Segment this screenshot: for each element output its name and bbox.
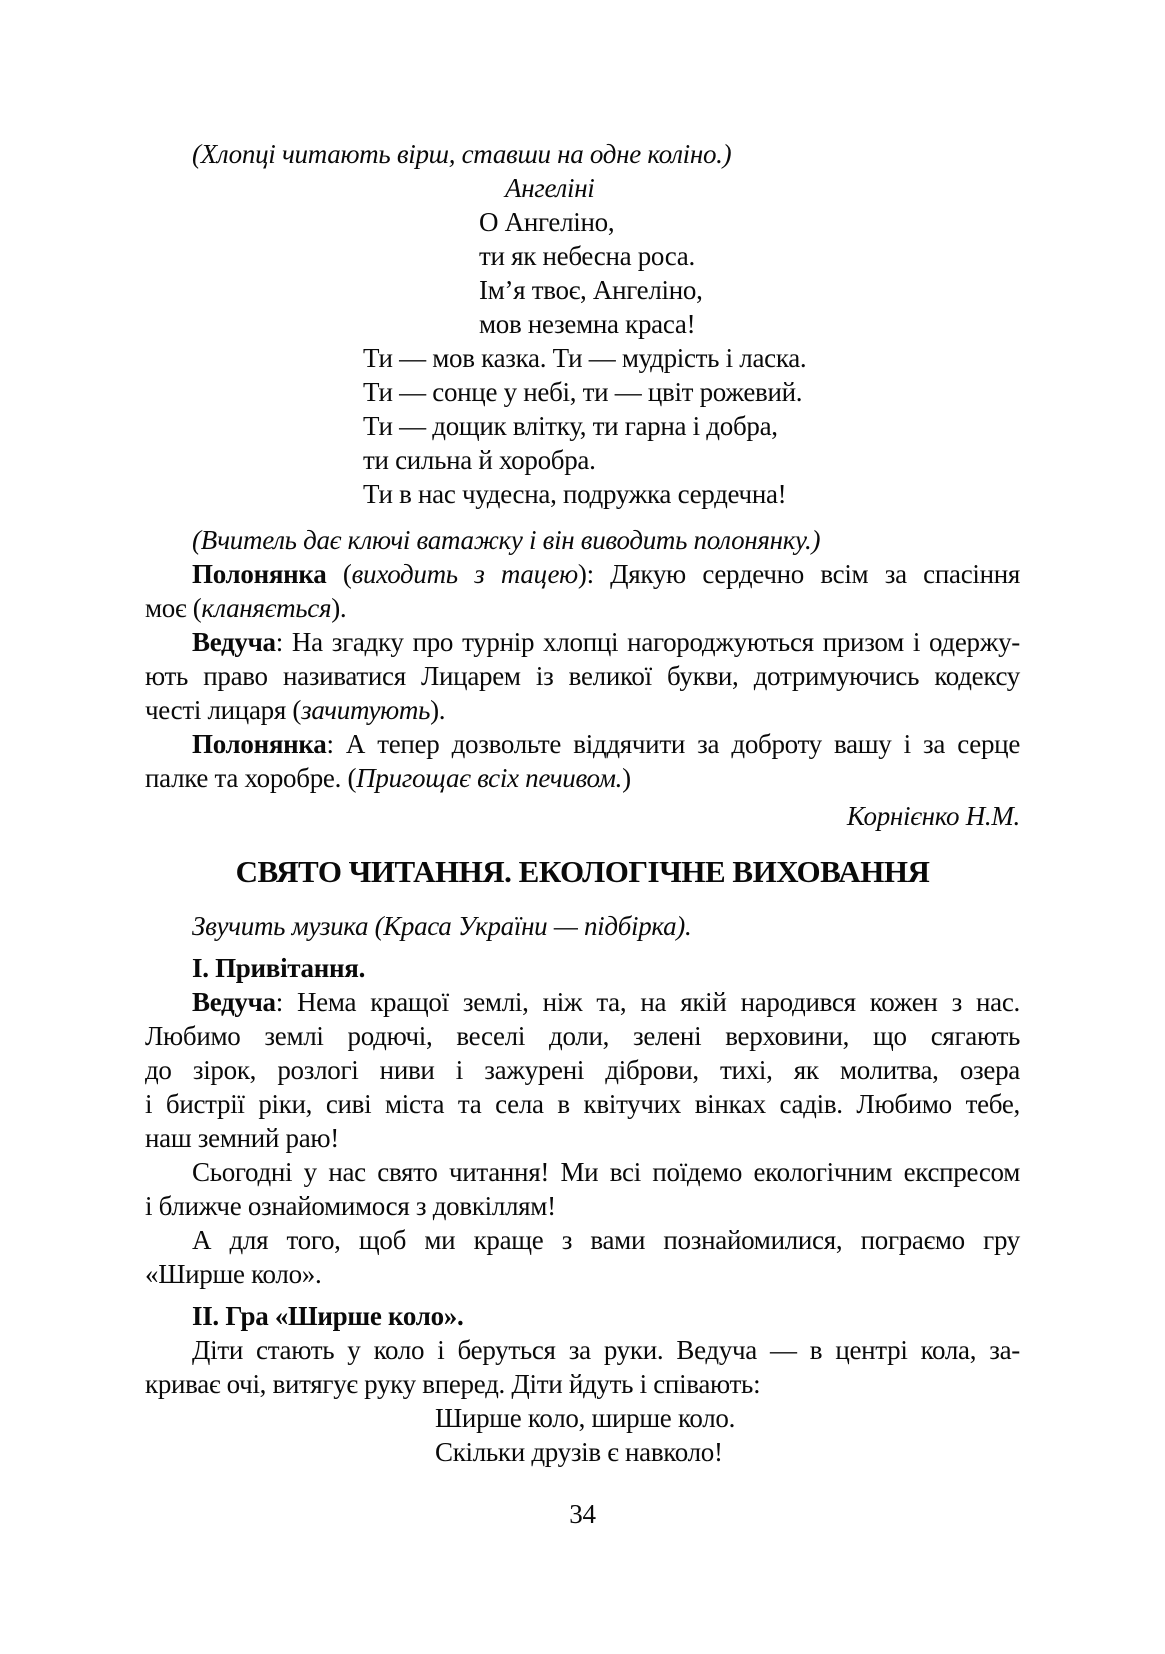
paragraph-line: «Ширше коло». — [145, 1259, 322, 1289]
speaker-name: Полонянка — [192, 559, 327, 589]
inline-stage-direction: Пригощає всіх печивом. — [356, 763, 623, 793]
poem-line: Ти — сонце у небі, ти — цвіт рожевий. — [363, 377, 803, 407]
paragraph-line: А для того, щоб ми краще з вами познайомилися, пограємо гру — [192, 1225, 1020, 1255]
speech-line: ють право називатися Лицарем із великої букви, дотримуючись кодексу — [145, 661, 1020, 691]
speech-line: наш земний раю! — [145, 1123, 339, 1153]
author-byline: Корнієнко Н.М. — [846, 801, 1020, 831]
speaker-name: Полонянка — [192, 729, 327, 759]
paragraph-line: і ближче ознайомимося з довкіллям! — [145, 1191, 556, 1221]
paragraph-line: криває очі, витягує руку вперед. Діти йдуть і співають: — [145, 1369, 761, 1399]
speech-line: Ведуча: На згадку про турнір хлопці нагороджуються призом і одержу- — [192, 627, 1020, 657]
poem-line: Ти — дощик влітку, ти гарна і добра, — [363, 411, 778, 441]
chant-block — [145, 1401, 1020, 1469]
poem-line: мов неземна краса! — [479, 309, 696, 339]
speech-line: Любимо землі родючі, веселі доли, зелені верховини, що сягають — [145, 1021, 1020, 1051]
paragraph-today — [145, 1155, 1020, 1223]
speech-line: і бистрії ріки, сиві міста та села в квітучих вінках садів. Любимо тебе, — [145, 1089, 1020, 1119]
speech-velucha-1 — [145, 625, 1020, 727]
inline-stage-direction: зачитують — [301, 695, 431, 725]
part-1-title: І. Привітання. — [192, 953, 366, 983]
speech-polonianka-2 — [145, 727, 1020, 795]
poem-line: Ти — мов казка. Ти — мудрість і ласка. — [363, 343, 807, 373]
speech-line: моє (кланяється). — [145, 593, 347, 623]
stage-direction-teacher-keys: (Вчитель дає ключі ватажку і він виводить полонянку.) — [192, 525, 821, 555]
poem-line: ти як небесна роса. — [479, 241, 695, 271]
poem-stanza-1 — [145, 205, 1020, 341]
page-number: 34 — [569, 1499, 596, 1529]
inline-stage-direction: виходить з тацею — [351, 559, 578, 589]
speech-polonianka-1 — [145, 557, 1020, 625]
game-description — [145, 1333, 1020, 1401]
poem-line: Ім’я твоє, Ангеліно, — [479, 275, 703, 305]
speaker-name: Ведуча — [192, 627, 276, 657]
poem-line: О Ангеліно, — [479, 207, 615, 237]
speech-line: палке та хоробре. (Пригощає всіх печивом.) — [145, 763, 631, 793]
speech-velucha-greeting — [145, 985, 1020, 1155]
inline-stage-direction: кланяється — [201, 593, 332, 623]
speech-line: честі лицаря (зачитують). — [145, 695, 446, 725]
section-heading: СВЯТО ЧИТАННЯ. ЕКОЛОГІЧНЕ ВИХОВАННЯ — [235, 854, 930, 889]
poem-line: ти сильна й хоробра. — [363, 445, 596, 475]
speech-line: Полонянка: А тепер дозвольте віддячити за доброту вашу і за серце — [192, 729, 1020, 759]
chant-line: Ширше коло, ширше коло. — [435, 1403, 736, 1433]
paragraph-line: Сьогодні у нас свято читання! Ми всі поїдемо екологічним експресом — [192, 1157, 1020, 1187]
poem-line: Ти в нас чудесна, подружка сердечна! — [363, 479, 787, 509]
music-note: Звучить музика (Краса України — підбірка). — [192, 911, 692, 941]
poem-dedication: Ангеліні — [505, 173, 595, 203]
paragraph-game-intro — [145, 1223, 1020, 1291]
part-2-title: ІІ. Гра «Ширше коло». — [192, 1301, 464, 1331]
chant-line: Скільки друзів є навколо! — [435, 1437, 723, 1467]
speaker-name: Ведуча — [192, 987, 276, 1017]
speech-line: Ведуча: Нема кращої землі, ніж та, на якій народився кожен з нас. — [192, 987, 1020, 1017]
speech-line: до зірок, розлогі ниви і зажурені діброви, тихі, як молитва, озера — [145, 1055, 1020, 1085]
paragraph-line: Діти стають у коло і беруться за руки. Ведуча — в центрі кола, за- — [192, 1335, 1020, 1365]
stage-direction-boys-read: (Хлопці читають вірш, ставши на одне коліно.) — [192, 139, 732, 169]
poem-stanza-2 — [145, 341, 1020, 511]
speech-line: Полонянка (виходить з тацею): Дякую сердечно всім за спасіння — [192, 559, 1020, 589]
